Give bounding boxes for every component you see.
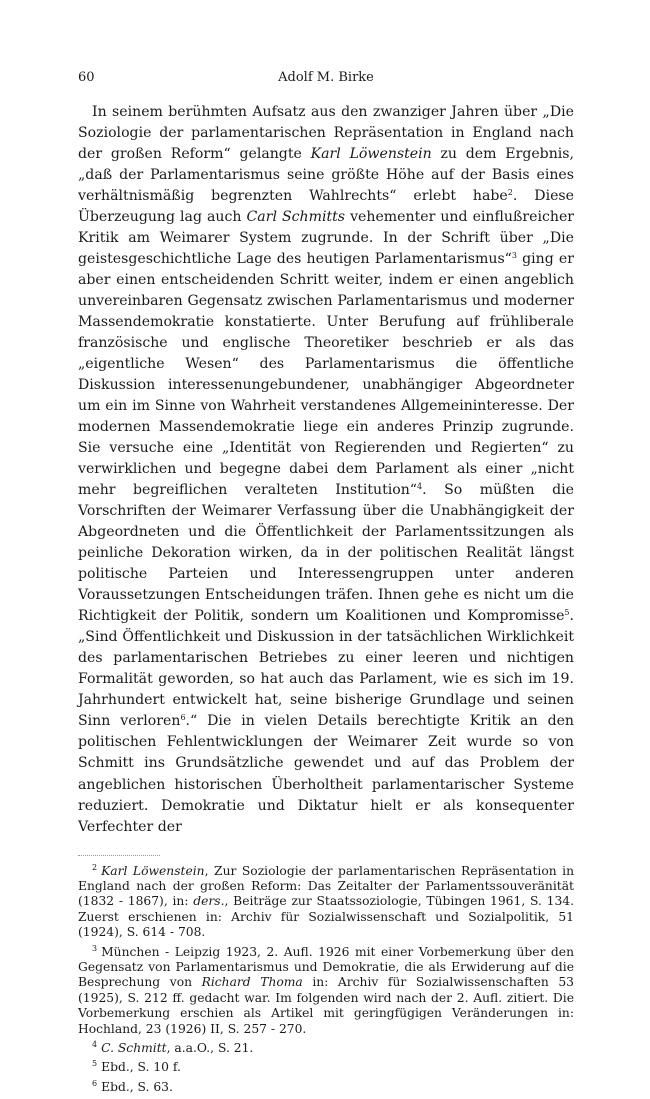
text-run: . „Sind Öffentlichkeit und Diskussion in der tatsächlichen Wirklichkeit des parlamentarischen Betriebes zu einer leeren und nichtigen Formalität geworden, so hat auch das Parlament, wie es sich im 19. Jahrhundert entwickelt hat, seine bisherige Grundlage und seinen Sinn verloren [78,608,574,730]
main-text [78,102,574,838]
footnote-reference: 3 [511,251,517,261]
italic-text: Karl Löwenstein [310,146,432,163]
footnote-number: 2 [92,862,98,872]
text-run: .“ Die in vielen Details berechtigte Kritik an den politischen Fehlentwicklungen der Weimarer Zeit wurde so von Schmitt ins Grundsätzliche gewendet und auf das Problem der angeblichen historischen Überholtheit parlamentarischer Systeme reduziert. Demokratie und Diktatur hielt er als konsequenter Verfechter der [78,713,575,835]
document-page [78,68,574,1099]
footnote-number: 4 [92,1040,98,1050]
text-run: München - Leipzig 1923, 2. Aufl. 1926 mit einer Vorbemerkung über den Gegensatz von Parlamentarismus und Demokratie, die als Erwiderung auf die Besprechung von [78,944,574,990]
footnote-reference: 5 [564,608,570,618]
running-head: Adolf M. Birke [278,70,374,85]
text-run: in: Archiv für Sozialwissenschaften 53 (1925), S. 212 ff. gedacht war. Im folgenden wird nach der 2. Aufl. zitiert. Die Vorbemerkung erschien als Artikel mit geringfügigen Veränderungen in: Hochland, 23 (1926) II, S. 257 - 270. [78,975,574,1036]
footnote-number: 5 [92,1059,98,1069]
body-paragraph [78,102,574,838]
text-run: , Beiträge zur Staatssoziologie, Tübingen 1961, S. 134. Zuerst erschienen in: Archiv für Sozialwissenschaft und Sozialpolitik, 51 (1924), S. 614 - 708. [78,894,574,940]
italic-text: C. Schmitt [101,1041,167,1056]
footnote [78,864,574,941]
footnotes [78,864,574,1096]
text-run: vehementer und einflußreicher Kritik am Weimarer System zugrunde. In der Schrift über „Die geistesgeschichtliche Lage des heutigen Parlamentarismus“ [78,209,575,268]
footnote-reference: 6 [180,713,186,723]
footnote [78,945,574,1037]
text-run: Ebd., S. 63. [101,1079,173,1094]
page-number: 60 [78,70,95,85]
footnote-reference: 4 [417,482,423,492]
footnote [78,1041,574,1056]
text-run: , a.a.O., S. 21. [166,1041,254,1056]
footnote-reference: 2 [507,188,513,198]
text-run: zu dem Ergebnis, „daß der Parlamentarismus seine größte Höhe auf der Basis eines verhältnismäßig begrenzten Wahlrechts“ erlebt habe [78,146,574,205]
text-run: , Zur Soziologie der parlamentarischen Repräsentation in England nach der großen Reform: Das Zeitalter der Parlamentssouveränität (1832 - 1867), in: [78,863,574,909]
italic-text: Karl Löwenstein [101,863,205,878]
footnote [78,1080,574,1095]
text-run: In seinem berühmten Aufsatz aus den zwanziger Jahren über „Die Soziologie der parlamentarischen Repräsentation in England nach der großen Reform“ gelangte [78,104,574,163]
footnote-number: 6 [92,1078,98,1088]
footnote-separator [78,855,160,856]
text-run: Ebd., S. 10 f. [101,1060,181,1075]
footnote-number: 3 [92,943,98,953]
italic-text: Carl Schmitts [246,209,346,226]
italic-text: Richard Thoma [201,975,303,990]
text-run: ging er aber einen entscheidenden Schritt weiter, indem er einen angeblich unvereinbaren Gegensatz zwischen Parlamentarismus und moderner Massendemokratie konstatierte. Unter Berufung auf frühliberale französische und englische Theoretiker beschrieb er als das „eigentliche Wesen“ des Parlamentarismus die öffentliche Diskussion interessenungebundener, unabhängiger Abgeordneter um ein im Sinne von Wahrheit verstandenes Allgemeininteresse. Der modernen Massendemokratie liege ein anderes Prinzip zugrunde. Sie versuche eine „Identität von Regierenden und Regierten“ zu verwirklichen und begegne dabei dem Parlament als einer „nicht mehr begreiflichen veralteten Institution“ [78,251,574,499]
text-run: . So müßten die Vorschriften der Weimarer Verfassung über die Unabhängigkeit der Abgeordneten und die Öffentlichkeit der Parlamentssitzungen als peinliche Dekoration wirken, da in der politischen Realität längst politische Parteien und Interessengruppen unter anderen Voraussetzungen Entscheidungen träfen. Ihnen gehe es nicht um die Richtigkeit der Politik, sondern um Koalitionen und Kompromisse [78,482,574,625]
text-run: . Diese Überzeugung lag auch [78,188,574,226]
page-header [78,68,574,88]
footnote [78,1060,574,1075]
italic-text: ders. [193,894,225,909]
